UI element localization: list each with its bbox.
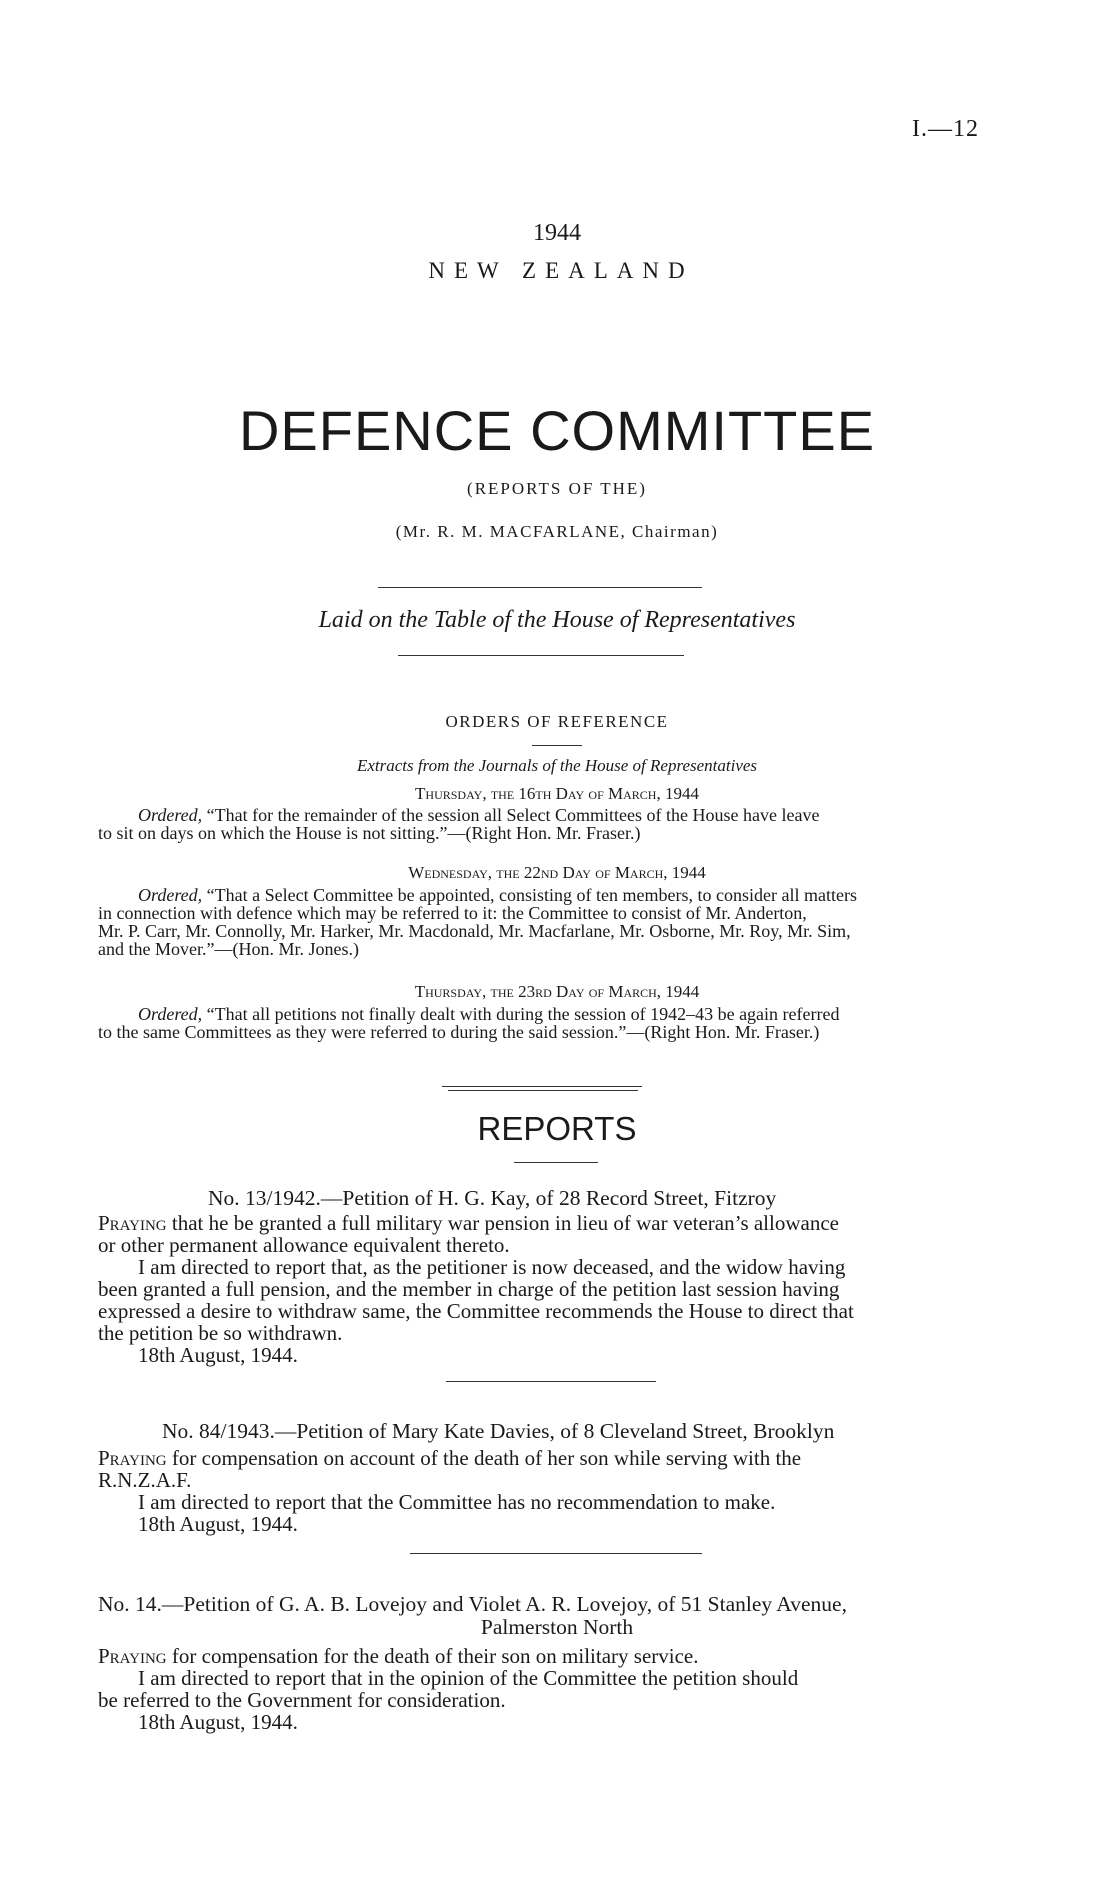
report-text: I am directed to report that the Committee has no recommendation to make. — [138, 1490, 776, 1514]
order-date: Thursday, the 23rd Day of March, 1944 — [414, 982, 700, 1001]
report-title-continued: Palmerston North — [480, 1615, 634, 1639]
order-paragraph — [98, 886, 998, 958]
ordered-label: Ordered, — [138, 1004, 203, 1024]
divider — [532, 745, 582, 746]
divider — [398, 655, 684, 656]
praying-label: Praying — [98, 1644, 167, 1668]
document-title: DEFENCE COMMITTEE — [238, 399, 876, 462]
ordered-label: Ordered, — [138, 885, 203, 905]
report-text: I am directed to report that, as the petitioner is now deceased, and the widow having — [138, 1255, 846, 1279]
chairman-line: (Mr. R. M. MACFARLANE, Chairman) — [395, 522, 719, 541]
order-text: Mr. P. Carr, Mr. Connolly, Mr. Harker, Mr. Macdonald, Mr. Macfarlane, Mr. Osborne, Mr. Roy, Mr. Sim, — [98, 921, 851, 941]
divider — [446, 1381, 656, 1382]
order-text: to the same Committees as they were referred to during the said session.”—(Right Hon. Mr. Fraser.) — [98, 1022, 820, 1042]
report-body — [98, 1212, 998, 1366]
report-text: or other permanent allowance equivalent thereto. — [98, 1233, 510, 1257]
country: NEW ZEALAND — [428, 258, 694, 283]
divider — [410, 1553, 702, 1554]
report-text: that he be granted a full military war pension in lieu of war veteran’s allowance — [171, 1211, 839, 1235]
divider — [378, 587, 702, 588]
report-date: 18th August, 1944. — [138, 1512, 298, 1536]
report-text: I am directed to report that in the opinion of the Committee the petition should — [138, 1666, 799, 1690]
report-text: for compensation for the death of their son on military service. — [171, 1644, 699, 1668]
divider — [448, 1090, 638, 1091]
page-reference: I.—12 — [912, 116, 979, 142]
divider — [514, 1162, 598, 1163]
report-title: No. 13/1942.—Petition of H. G. Kay, of 28 Record Street, Fitzroy — [208, 1186, 777, 1210]
laid-on-table: Laid on the Table of the House of Representatives — [318, 607, 796, 633]
order-text: in connection with defence which may be referred to it: the Committee to consist of Mr. Anderton, — [98, 903, 807, 923]
report-text: for compensation on account of the death of her son while serving with the — [171, 1446, 802, 1470]
order-paragraph — [98, 1005, 998, 1041]
report-body — [98, 1645, 998, 1733]
ordered-label: Ordered, — [138, 805, 203, 825]
report-text: the petition be so withdrawn. — [98, 1321, 343, 1345]
order-date: Thursday, the 16th Day of March, 1944 — [415, 784, 699, 803]
document-subtitle: (REPORTS OF THE) — [467, 479, 647, 498]
report-date: 18th August, 1944. — [138, 1343, 298, 1367]
praying-label: Praying — [98, 1211, 167, 1235]
report-text: been granted a full pension, and the member in charge of the petition last session having — [98, 1277, 840, 1301]
order-text: “That a Select Committee be appointed, consisting of ten members, to consider all matters — [206, 885, 857, 905]
report-text: be referred to the Government for consideration. — [98, 1688, 506, 1712]
report-date: 18th August, 1944. — [138, 1710, 298, 1734]
year: 1944 — [533, 220, 581, 246]
divider — [442, 1086, 642, 1087]
report-body — [98, 1447, 998, 1535]
order-date: Wednesday, the 22nd Day of March, 1944 — [408, 863, 706, 882]
report-text: R.N.Z.A.F. — [98, 1468, 192, 1492]
report-text: expressed a desire to withdraw same, the Committee recommends the House to direct that — [98, 1299, 854, 1323]
report-title: No. 84/1943.—Petition of Mary Kate Davies, of 8 Cleveland Street, Brooklyn — [162, 1419, 835, 1443]
reports-heading: REPORTS — [477, 1110, 637, 1147]
praying-label: Praying — [98, 1446, 167, 1470]
order-text: “That all petitions not finally dealt with during the session of 1942–43 be again referred — [206, 1004, 840, 1024]
report-title: No. 14.—Petition of G. A. B. Lovejoy and Violet A. R. Lovejoy, of 51 Stanley Avenue, — [98, 1592, 847, 1616]
order-text: “That for the remainder of the session all Select Committees of the House have leave — [206, 805, 820, 825]
order-paragraph — [98, 806, 998, 842]
orders-heading: ORDERS OF REFERENCE — [445, 712, 669, 731]
extracts-line: Extracts from the Journals of the House of Representatives — [356, 756, 758, 775]
order-text: and the Mover.”—(Hon. Mr. Jones.) — [98, 939, 359, 959]
order-text: to sit on days on which the House is not sitting.”—(Right Hon. Mr. Fraser.) — [98, 823, 641, 843]
